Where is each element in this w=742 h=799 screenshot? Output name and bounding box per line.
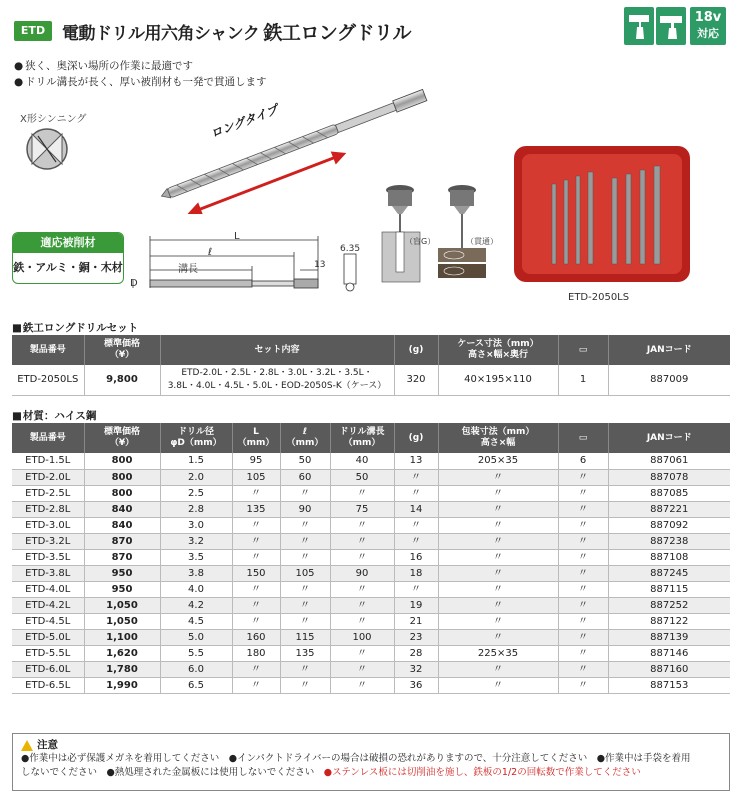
length-L: 〃 <box>232 549 280 565</box>
jan-code: 887108 <box>608 549 730 565</box>
dim-l-label: ℓ <box>208 247 213 258</box>
col-header: 標準価格 （¥） <box>84 423 160 453</box>
table-row <box>12 613 730 629</box>
groove-length: 40 <box>330 453 394 469</box>
diameter: 3.0 <box>160 517 232 533</box>
page-title <box>62 18 411 45</box>
package-size: 〃 <box>438 501 558 517</box>
quantity: 〃 <box>558 581 608 597</box>
weight-icon: (g) <box>394 423 438 453</box>
package-size: 〃 <box>438 549 558 565</box>
jan-code: 887153 <box>608 677 730 693</box>
length-l: 90 <box>280 501 330 517</box>
price: 1,990 <box>84 677 160 693</box>
table-row <box>12 565 730 581</box>
caution-box <box>12 733 730 791</box>
length-L: 〃 <box>232 581 280 597</box>
col-header: セット内容 <box>160 335 394 365</box>
col-header: ドリル径 φD（mm） <box>160 423 232 453</box>
price: 800 <box>84 485 160 501</box>
case-size: 40×195×110 <box>438 365 558 395</box>
col-header: JANコード <box>608 335 730 365</box>
length-l: 115 <box>280 629 330 645</box>
weight: 〃 <box>394 517 438 533</box>
caution-line: ●作業中は必ず保護メガネを着用してください ●インパクトドライバーの場合は破損の恐れがありますので、十分注意してください ●作業中は手袋を着用 <box>21 753 691 764</box>
case-caption: ETD-2050LS <box>568 292 630 303</box>
price: 9,800 <box>84 365 160 395</box>
col-header: 標準価格 （¥） <box>84 335 160 365</box>
price: 800 <box>84 453 160 469</box>
package-size: 205×35 <box>438 453 558 469</box>
diameter: 3.2 <box>160 533 232 549</box>
groove-length: 〃 <box>330 645 394 661</box>
weight: 16 <box>394 549 438 565</box>
x-thinning-icon <box>20 124 74 174</box>
weight: 19 <box>394 597 438 613</box>
price: 800 <box>84 469 160 485</box>
weight: 13 <box>394 453 438 469</box>
price: 1,620 <box>84 645 160 661</box>
package-size: 〃 <box>438 597 558 613</box>
product-code: ETD-4.2L <box>12 597 84 613</box>
col-header: JANコード <box>608 423 730 453</box>
groove-length: 75 <box>330 501 394 517</box>
quantity: 〃 <box>558 549 608 565</box>
diameter: 5.0 <box>160 629 232 645</box>
product-code: ETD-6.5L <box>12 677 84 693</box>
blind-hole-label: （盲G） <box>405 237 436 246</box>
weight: 21 <box>394 613 438 629</box>
groove-length: 〃 <box>330 597 394 613</box>
product-code: ETD-4.0L <box>12 581 84 597</box>
diameter: 1.5 <box>160 453 232 469</box>
quantity: 〃 <box>558 501 608 517</box>
jan-code: 887061 <box>608 453 730 469</box>
caution-title: 注意 <box>37 739 58 751</box>
length-l: 105 <box>280 565 330 581</box>
package-size: 〃 <box>438 677 558 693</box>
length-L: 〃 <box>232 485 280 501</box>
product-code: ETD-2.8L <box>12 501 84 517</box>
set-contents-line: 3.8L・4.0L・4.5L・5.0L・EOD-2050S-K（ケース） <box>167 380 387 391</box>
groove-length: 〃 <box>330 581 394 597</box>
weight: 〃 <box>394 581 438 597</box>
groove-length: 〃 <box>330 533 394 549</box>
package-size: 〃 <box>438 565 558 581</box>
groove-length: 〃 <box>330 517 394 533</box>
price: 950 <box>84 581 160 597</box>
product-code: ETD-2050LS <box>12 365 84 395</box>
usage-illustration <box>378 180 504 290</box>
caution-text: しないでください ●熱処理された金属板には使用しないでください <box>21 767 324 778</box>
set-table <box>12 335 730 396</box>
length-l: 〃 <box>280 677 330 693</box>
product-code: ETD-3.0L <box>12 517 84 533</box>
set-contents <box>160 365 394 395</box>
length-L: 160 <box>232 629 280 645</box>
title-prefix: 電動ドリル用六角シャンク <box>62 24 260 44</box>
table-row <box>12 453 730 469</box>
product-code: ETD-4.5L <box>12 613 84 629</box>
jan-code: 887092 <box>608 517 730 533</box>
feature-item: ● ドリル溝長が長く、厚い被削材も一発で貫通します <box>14 74 266 90</box>
diameter: 4.2 <box>160 597 232 613</box>
diameter: 4.5 <box>160 613 232 629</box>
price: 950 <box>84 565 160 581</box>
warning-icon <box>21 740 33 751</box>
quantity: 6 <box>558 453 608 469</box>
table-row <box>12 549 730 565</box>
length-L: 〃 <box>232 533 280 549</box>
quantity: 〃 <box>558 533 608 549</box>
weight: 14 <box>394 501 438 517</box>
product-code: ETD-3.5L <box>12 549 84 565</box>
quantity: 〃 <box>558 629 608 645</box>
quantity: 〃 <box>558 613 608 629</box>
price: 870 <box>84 533 160 549</box>
diameter: 5.5 <box>160 645 232 661</box>
dim-groove-label: 溝長 <box>178 264 198 275</box>
weight: 〃 <box>394 485 438 501</box>
jan-code: 887160 <box>608 661 730 677</box>
diameter: 2.5 <box>160 485 232 501</box>
drill-driver-icon <box>624 7 654 45</box>
long-type-label: ロングタイプ <box>208 102 280 141</box>
col-header: ケース寸法（mm） 高さ×幅×奥行 <box>438 335 558 365</box>
jan-code: 887252 <box>608 597 730 613</box>
weight: 32 <box>394 661 438 677</box>
jan-code: 887009 <box>608 365 730 395</box>
jan-code: 887085 <box>608 485 730 501</box>
product-code: ETD-5.0L <box>12 629 84 645</box>
length-L: 150 <box>232 565 280 581</box>
product-code: ETD-3.8L <box>12 565 84 581</box>
length-L: 105 <box>232 469 280 485</box>
length-L: 〃 <box>232 517 280 533</box>
length-L: 180 <box>232 645 280 661</box>
voltage-sub: 対応 <box>697 27 719 40</box>
col-header: 製品番号 <box>12 423 84 453</box>
table-row <box>12 677 730 693</box>
length-L: 95 <box>232 453 280 469</box>
package-size: 〃 <box>438 469 558 485</box>
length-l: 〃 <box>280 485 330 501</box>
quantity-icon: ▭ <box>558 335 608 365</box>
package-size: 〃 <box>438 581 558 597</box>
x-thinning-label: X形シンニング <box>20 114 87 125</box>
length-L: 〃 <box>232 613 280 629</box>
jan-code: 887115 <box>608 581 730 597</box>
table-row <box>12 629 730 645</box>
groove-length: 90 <box>330 565 394 581</box>
table-row <box>12 661 730 677</box>
table-row <box>12 501 730 517</box>
weight: 36 <box>394 677 438 693</box>
col-header: 製品番号 <box>12 335 84 365</box>
weight: 18 <box>394 565 438 581</box>
diameter: 3.5 <box>160 549 232 565</box>
jan-code: 887122 <box>608 613 730 629</box>
length-l: 〃 <box>280 597 330 613</box>
col-header: ℓ （mm） <box>280 423 330 453</box>
quantity: 〃 <box>558 517 608 533</box>
package-size: 〃 <box>438 533 558 549</box>
diameter: 4.0 <box>160 581 232 597</box>
price: 1,050 <box>84 613 160 629</box>
caution-heading <box>21 738 721 752</box>
weight: 28 <box>394 645 438 661</box>
table-row <box>12 597 730 613</box>
col-header: 包装寸法（mm） 高さ×幅 <box>438 423 558 453</box>
table-row <box>12 517 730 533</box>
drill-set-case-image <box>512 144 692 286</box>
table-row <box>12 533 730 549</box>
weight: 〃 <box>394 469 438 485</box>
length-l: 〃 <box>280 517 330 533</box>
caution-line <box>21 766 721 780</box>
package-size: 〃 <box>438 661 558 677</box>
length-l: 〃 <box>280 581 330 597</box>
package-size: 〃 <box>438 613 558 629</box>
weight-icon: (g) <box>394 335 438 365</box>
groove-length: 〃 <box>330 485 394 501</box>
table-row <box>12 485 730 501</box>
quantity: 〃 <box>558 597 608 613</box>
product-table <box>12 423 730 694</box>
feature-item: ● 狭く、奥深い場所の作業に最適です <box>14 58 266 74</box>
dim-d-label: D <box>130 278 138 289</box>
groove-length: 〃 <box>330 677 394 693</box>
price: 840 <box>84 501 160 517</box>
quantity: 〃 <box>558 565 608 581</box>
length-l: 〃 <box>280 549 330 565</box>
package-size: 〃 <box>438 517 558 533</box>
price: 870 <box>84 549 160 565</box>
col-header: ドリル溝長 （mm） <box>330 423 394 453</box>
length-l: 50 <box>280 453 330 469</box>
length-L: 〃 <box>232 597 280 613</box>
diameter: 3.8 <box>160 565 232 581</box>
groove-length: 〃 <box>330 613 394 629</box>
title-main: 鉄工ロングドリル <box>263 22 411 44</box>
diameter: 2.0 <box>160 469 232 485</box>
jan-code: 887146 <box>608 645 730 661</box>
product-code: ETD-6.0L <box>12 661 84 677</box>
groove-length: 〃 <box>330 549 394 565</box>
dim-L-label: L <box>234 231 240 242</box>
package-size: 225×35 <box>438 645 558 661</box>
dimension-diagram <box>128 228 368 300</box>
groove-length: 50 <box>330 469 394 485</box>
length-l: 〃 <box>280 613 330 629</box>
product-code: ETD-2.5L <box>12 485 84 501</box>
material-heading: 適応被削材 <box>13 233 123 253</box>
jan-code: 887245 <box>608 565 730 581</box>
price: 1,780 <box>84 661 160 677</box>
product-code: ETD-1.5L <box>12 453 84 469</box>
product-code: ETD-2.0L <box>12 469 84 485</box>
length-l: 〃 <box>280 533 330 549</box>
jan-code: 887139 <box>608 629 730 645</box>
package-size: 〃 <box>438 485 558 501</box>
product-code: ETD-3.2L <box>12 533 84 549</box>
table-row <box>12 365 730 395</box>
quantity: 〃 <box>558 645 608 661</box>
price: 1,100 <box>84 629 160 645</box>
diameter: 6.0 <box>160 661 232 677</box>
groove-length: 〃 <box>330 661 394 677</box>
price: 840 <box>84 517 160 533</box>
impact-driver-icon <box>656 7 686 45</box>
price: 1,050 <box>84 597 160 613</box>
weight: 23 <box>394 629 438 645</box>
set-section-title: ■ 鉄工ロングドリルセット <box>12 320 138 335</box>
table-row <box>12 581 730 597</box>
dim-13-label: 13 <box>314 260 326 270</box>
quantity-icon: ▭ <box>558 423 608 453</box>
through-hole-label: （貫通） <box>466 237 498 246</box>
quantity: 1 <box>558 365 608 395</box>
length-L: 135 <box>232 501 280 517</box>
voltage-badge <box>690 7 726 45</box>
table-row <box>12 645 730 661</box>
dim-635-label: 6.35 <box>340 244 361 254</box>
quantity: 〃 <box>558 677 608 693</box>
diameter: 6.5 <box>160 677 232 693</box>
length-L: 〃 <box>232 661 280 677</box>
material-section-title: ■ 材質：ハイス鋼 <box>12 408 96 423</box>
jan-code: 887221 <box>608 501 730 517</box>
set-contents-line: ETD-2.0L・2.5L・2.8L・3.0L・3.2L・3.5L・ <box>181 367 373 378</box>
material-box <box>12 232 124 284</box>
jan-code: 887078 <box>608 469 730 485</box>
table-row <box>12 469 730 485</box>
voltage-value: 18v <box>694 10 722 25</box>
weight: 320 <box>394 365 438 395</box>
quantity: 〃 <box>558 661 608 677</box>
quantity: 〃 <box>558 469 608 485</box>
caution-warning-text: ●ステンレス板には切削油を施し、鉄板の1/2の回転数で作業してください <box>323 767 641 778</box>
diameter: 2.8 <box>160 501 232 517</box>
package-size: 〃 <box>438 629 558 645</box>
product-code: ETD-5.5L <box>12 645 84 661</box>
weight: 〃 <box>394 533 438 549</box>
jan-code: 887238 <box>608 533 730 549</box>
length-L: 〃 <box>232 677 280 693</box>
length-l: 60 <box>280 469 330 485</box>
series-badge: ETD <box>14 21 52 41</box>
quantity: 〃 <box>558 485 608 501</box>
length-l: 135 <box>280 645 330 661</box>
length-l: 〃 <box>280 661 330 677</box>
col-header: L （mm） <box>232 423 280 453</box>
material-value: 鉄・アルミ・銅・木材 <box>13 261 123 274</box>
groove-length: 100 <box>330 629 394 645</box>
